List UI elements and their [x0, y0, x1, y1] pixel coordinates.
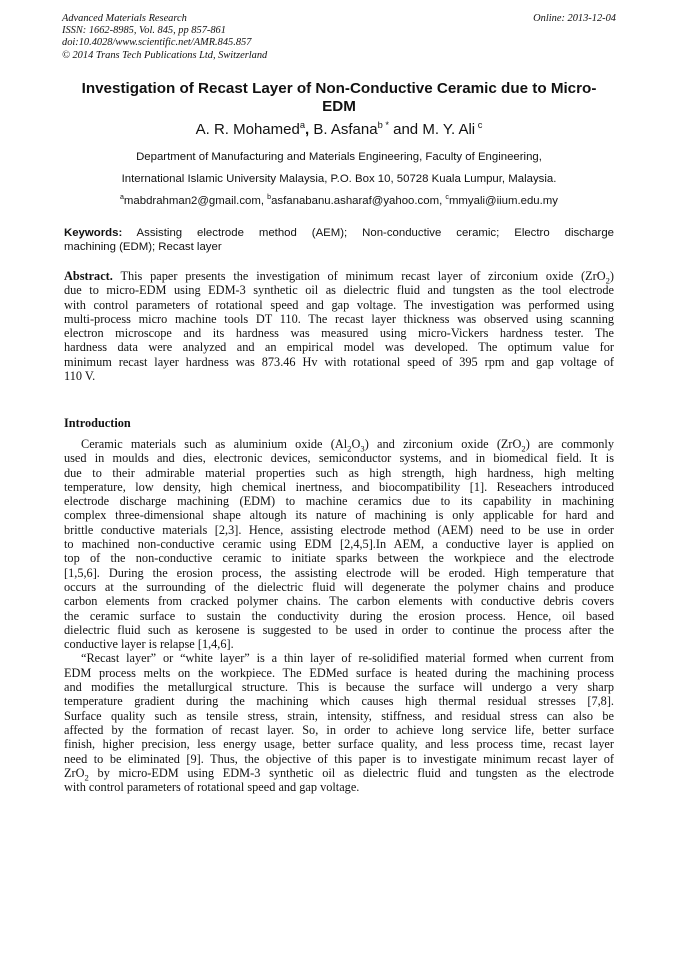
paragraph-line: top of the non-conductive ceramic to initiate sparks between the workpiece and the electrode [64, 551, 614, 566]
email-a[interactable]: mabdrahman2@gmail.com, [123, 195, 268, 207]
paragraph-line: [1,5,6]. During the erosion process, the assisting electrode will be eroded. High temperature that [64, 565, 614, 580]
email-c[interactable]: mmyali@iium.edu.my [448, 195, 558, 207]
author-2: B. Asfana [313, 121, 378, 138]
abstract-line: due to micro-EDM using EDM-3 synthetic oil as dielectric fluid and tungsten as the tool electrode [64, 283, 614, 298]
paragraph-line: and modifies the metallurgical structure. This is because the surface will undergo a very sharp [64, 680, 614, 695]
paragraph-line: finish, higher precision, less energy usage, better surface quality, and less process time, recast layer [64, 737, 614, 752]
paragraph-line: complex three-dimensional shape altough its nature of machining is only applicable for hard and [64, 508, 614, 523]
email-b[interactable]: asfanabanu.asharaf@yahoo.com, [271, 195, 446, 207]
keywords [64, 226, 614, 255]
affiliation-address: International Islamic University Malaysia, P.O. Box 10, 50728 Kuala Lumpur, Malaysia. [121, 173, 557, 185]
abstract [64, 269, 614, 383]
paragraph-line: used in moulds and dies, electronic devices, semiconductor systems, and in biomedical field. It is [64, 451, 614, 466]
doi: doi:10.4028/www.scientific.net/AMR.845.857 [62, 37, 252, 49]
online-date: Online: 2013-12-04 [533, 13, 616, 24]
paragraph-line: due to their admirable material properties such as high strength, high hardness, high melting [64, 465, 614, 480]
paragraph-line: carbon elements from cracked polymer chains. The carbon elements with conductive debris covers [64, 594, 614, 609]
paragraph-line: Surface quality such as tensile stress, strain, intensity, stiffness, and residual stress can also be [64, 708, 614, 723]
journal-name: Advanced Materials Research [62, 13, 187, 24]
abstract-label: Abstract. [64, 269, 113, 283]
paragraph-line: temperature gradient during the machining which causes high thermal residual stresses [7,8]. [64, 694, 614, 709]
abstract-line: Abstract. This paper presents the investigation of minimum recast layer of zirconium oxide (ZrO$_2$) [64, 269, 614, 286]
abstract-line: electron microscope and its hardness was measured using micro-Vickers hardness tester. The [64, 326, 614, 341]
copyright: © 2014 Trans Tech Publications Ltd, Switzerland [62, 49, 268, 61]
paragraph-line: to machined non-conductive ceramic using EDM [2,4,5].In AEM, a conductive layer is applied on [64, 537, 614, 552]
abstract-line: with control parameters of rotational speed and gap voltage. The investigation was performed using [64, 297, 614, 312]
paragraph-line: Ceramic materials such as aluminium oxide $(Al_2O_3)$ and zirconium oxide (ZrO$_2$) are commonly [81, 437, 614, 454]
issn: ISSN: 1662-8985, Vol. 845, pp 857-861 [62, 25, 226, 37]
keywords-label: Keywords: [64, 227, 123, 239]
paragraph-line: electrode discharge machining (EDM) to machine ceramics due to its capability in machining [64, 494, 614, 509]
keywords-line-1: Keywords: Assisting electrode method (AEM); Non-conductive ceramic; Electro discharge [64, 227, 614, 239]
paragraph-line: EDM process melts on the workpiece. The EDMed surface is heated during the machining process [64, 665, 614, 680]
paragraph-line: affected by the formation of recast layer. So, in order to achieve long service life, better surface [64, 722, 614, 737]
journal-header [62, 13, 616, 62]
abstract-line: multi-process micro machine tools DT 110. The recast layer thickness was observed using scanning [64, 311, 614, 326]
paragraph-line: dielectric fluid such as kerosene is suggested to be used in order to continue the process after the [64, 622, 614, 637]
author-3: M. Y. Ali [422, 121, 476, 138]
paragraph-line: occurs at the surrounding of the dielectric fluid will degenerate the polymer chains and produce [64, 579, 614, 594]
paragraph-line: ZrO$_2$ by micro-EDM using EDM-3 synthetic oil as dielectric fluid and tungsten as the electrode [64, 765, 614, 783]
title-line-2: EDM [322, 98, 356, 115]
keywords-line-2: machining (EDM); Recast layer [64, 241, 222, 254]
abstract-line: 110 V. [64, 369, 96, 384]
author-list: A. R. Mohamed$^a$, B. Asfana$^{b *}$ and M. Y. Ali $^c$ [195, 120, 483, 138]
paragraph-line: the ceramic surface to sustain the conductivity during the erosion process. Hence, oil based [64, 608, 614, 623]
paper-title [60, 80, 618, 116]
paragraph-line: brittle conductive materials [2,3]. Hence, assisting electrode method (AEM) need to be use in order [64, 522, 614, 537]
title-line-1: Investigation of Recast Layer of Non-Conductive Ceramic due to Micro- [81, 80, 597, 97]
paragraph-line: conductive layer is relapse [1,4,6]. [64, 637, 234, 652]
affiliation-department: Department of Manufacturing and Materials Engineering, Faculty of Engineering, [136, 151, 542, 163]
author-emails: $^a$mabdrahman2@gmail.com, $^b$asfanabanu.asharaf@yahoo.com, $^c$mmyali@iium.edu.my [120, 194, 558, 207]
section-heading-introduction: Introduction [64, 416, 131, 430]
paragraph-line: “Recast layer” or “white layer” is a thin layer of re-solidified material formed when current from [81, 651, 614, 666]
abstract-line: hardness data were analyzed and an empirical model was developed. The optimum value for [64, 340, 614, 355]
paragraph-line: temperature, low density, high chemical inertness, and biocompatibility [1]. Reseachers introduced [64, 479, 614, 494]
abstract-line: minimum recast layer hardness was 873.46 Hv with rotational speed of 395 rpm and gap voltage of [64, 354, 614, 369]
author-1: A. R. Mohamed [195, 121, 300, 138]
paragraph-line: need to be eliminated [9]. Thus, the objective of this paper is to investigate minimum recast layer of [64, 751, 614, 766]
paragraph-line: with control parameters of rotational speed and gap voltage. [64, 780, 360, 795]
introduction-body [64, 437, 614, 794]
